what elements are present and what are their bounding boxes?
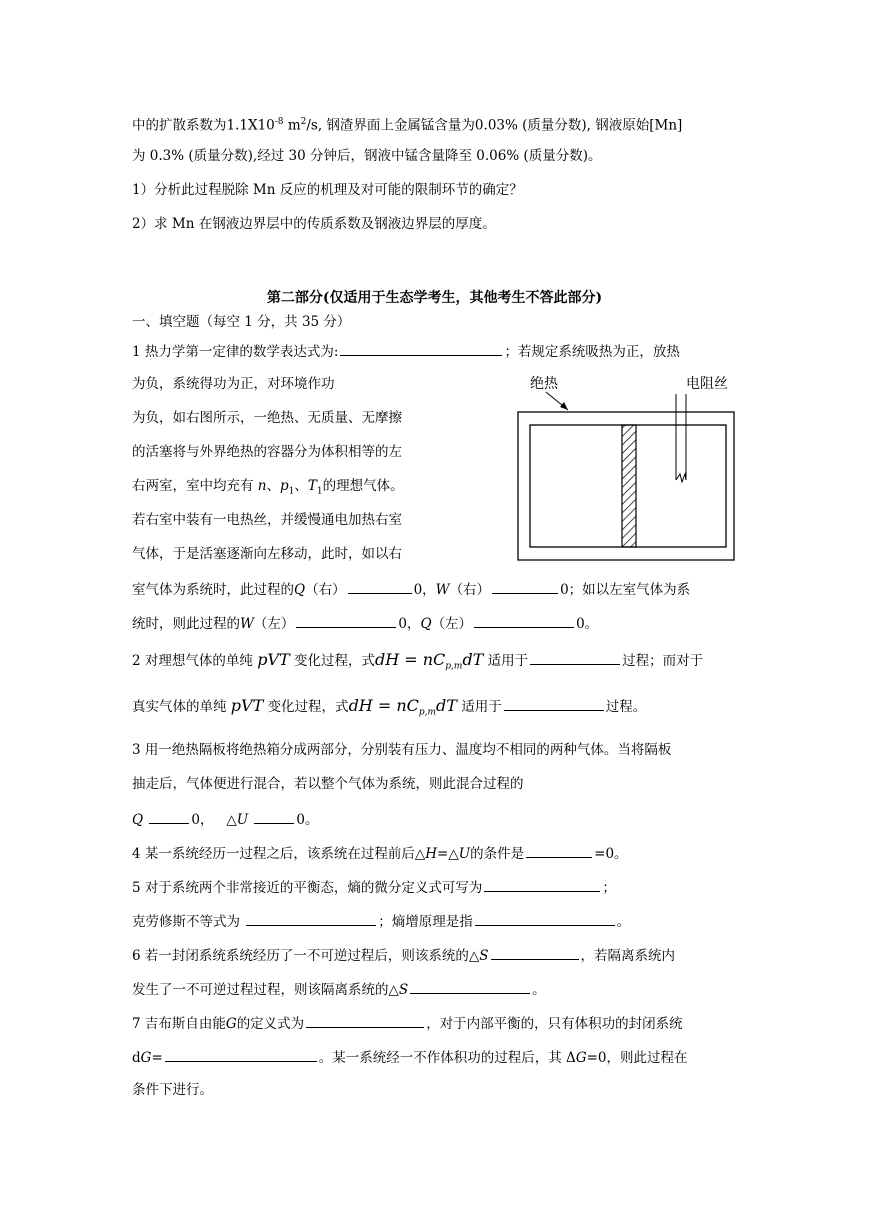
answer-blank[interactable] bbox=[340, 341, 502, 356]
subscript: p,m bbox=[418, 707, 437, 718]
text: 适用于 bbox=[487, 653, 529, 669]
text: 发生了一不可逆过程过程，则该隔离系统的△ bbox=[132, 982, 399, 998]
answer-blank[interactable] bbox=[246, 911, 376, 926]
item-1-line-5 bbox=[132, 477, 404, 501]
answer-blank[interactable] bbox=[526, 843, 592, 858]
text: 统时，则此过程的 bbox=[132, 616, 240, 632]
text: =△ bbox=[437, 846, 459, 862]
answer-blank[interactable] bbox=[491, 945, 579, 960]
item-1-line-7: 气体，于是活塞逐渐向左移动，此时，如以右 bbox=[132, 546, 402, 562]
text: 适用于 bbox=[461, 699, 502, 715]
item-1-line-8 bbox=[132, 579, 690, 599]
item-4-line-1 bbox=[132, 843, 628, 863]
formula: dT bbox=[436, 696, 457, 715]
item-1-line-4: 的活塞将与外界绝热的容器分为体积相等的左 bbox=[132, 444, 402, 460]
text: = bbox=[151, 1050, 163, 1066]
text: 1 热力学第一定律的数学表达式为: bbox=[132, 344, 339, 360]
text: 4 某一系统经历一过程之后，该系统在过程前后△ bbox=[132, 846, 426, 862]
symbol-g: G bbox=[575, 1050, 587, 1066]
symbol-s: S bbox=[479, 948, 489, 964]
item-1-line-6: 若右室中装有一电热丝，并缓慢通电加热右室 bbox=[132, 512, 402, 528]
item-1-line-1 bbox=[132, 341, 680, 361]
answer-blank[interactable] bbox=[504, 696, 604, 711]
text: /s, 钢渣界面上金属锰含量为0.03% (质量分数), 钢液原始[Mn] bbox=[306, 117, 683, 134]
symbol-q: Q bbox=[132, 812, 144, 828]
text: 0， bbox=[398, 616, 421, 632]
heating-coil-icon bbox=[676, 474, 686, 482]
text: ，对于内部平衡的，只有体积功的封闭系统 bbox=[426, 1016, 683, 1032]
formula: dH = nC bbox=[348, 696, 419, 715]
formula-pvt: pVT bbox=[230, 696, 264, 715]
symbol-s: S bbox=[398, 982, 409, 998]
text: 0。 bbox=[296, 812, 319, 828]
intro-question-1: 1）分析此过程脱除 Mn 反应的机理及对可能的限制环节的确定？ bbox=[132, 182, 523, 198]
text: 0， bbox=[413, 582, 436, 598]
answer-blank[interactable] bbox=[306, 1013, 424, 1028]
subscript: p,m bbox=[445, 661, 463, 672]
text: ；若规定系统吸热为正，放热 bbox=[504, 344, 680, 360]
symbol-t: T bbox=[307, 478, 317, 494]
text: 的理想气体。 bbox=[322, 478, 404, 494]
text: 真实气体的单纯 bbox=[132, 699, 227, 715]
answer-blank[interactable] bbox=[474, 613, 574, 628]
formula-pvt: pVT bbox=[257, 650, 290, 669]
answer-blank[interactable] bbox=[475, 911, 615, 926]
answer-blank[interactable] bbox=[530, 650, 620, 665]
text: 6 若一封闭系统系统经历了一不可逆过程后，则该系统的△ bbox=[132, 948, 480, 964]
subscript: 1 bbox=[316, 486, 323, 497]
text: ，若隔离系统内 bbox=[580, 948, 676, 964]
text: ； bbox=[602, 880, 616, 896]
section-title: 一、填空题（每空 1 分，共 35 分） bbox=[132, 314, 351, 330]
text: （右） bbox=[305, 582, 346, 598]
answer-blank[interactable] bbox=[296, 613, 396, 628]
answer-blank[interactable] bbox=[149, 809, 189, 824]
item-6-line-2 bbox=[132, 979, 546, 999]
answer-blank[interactable] bbox=[165, 1047, 317, 1062]
item-1-line-9 bbox=[132, 613, 598, 633]
text: 过程。 bbox=[605, 699, 647, 715]
text: 克劳修斯不等式为 bbox=[132, 914, 240, 930]
text: 室气体为系统时，此过程的 bbox=[132, 582, 294, 598]
text: 5 对于系统两个非常接近的平衡态，熵的微分定义式可写为 bbox=[132, 880, 483, 896]
text: 的定义式为 bbox=[236, 1016, 305, 1032]
answer-blank[interactable] bbox=[410, 979, 530, 994]
item-6-line-1 bbox=[132, 945, 675, 965]
text: 0；如以左室气体为系 bbox=[560, 582, 691, 598]
symbol-u: U bbox=[458, 846, 471, 862]
text: 变化过程，式 bbox=[293, 653, 375, 669]
intro-question-2: 2）求 Mn 在钢液边界层中的传质系数及钢液边界层的厚度。 bbox=[132, 216, 496, 232]
text: 2 对理想气体的单纯 bbox=[132, 653, 253, 669]
piston-container-figure bbox=[510, 370, 740, 566]
text: （左） bbox=[253, 616, 295, 632]
piston bbox=[622, 425, 636, 547]
answer-blank[interactable] bbox=[254, 809, 294, 824]
text: 的条件是 bbox=[470, 846, 525, 862]
text: 0， bbox=[191, 812, 214, 828]
superscript: -8 bbox=[274, 117, 284, 127]
answer-blank[interactable] bbox=[348, 579, 412, 594]
text: 。 bbox=[616, 914, 631, 930]
symbol-g: G bbox=[225, 1016, 237, 1032]
text: 、 bbox=[294, 478, 308, 494]
answer-blank[interactable] bbox=[492, 579, 558, 594]
item-3-line-1: 3 用一绝热隔板将绝热箱分成两部分，分别装有压力、温度均不相同的两种气体。当将隔板 bbox=[132, 742, 672, 758]
symbol-w: W bbox=[240, 616, 254, 632]
text: （右） bbox=[449, 582, 491, 598]
item-5-line-1 bbox=[132, 877, 616, 897]
item-2-line-2 bbox=[132, 696, 646, 722]
symbol-delta-u: △U bbox=[226, 812, 249, 828]
text: （左） bbox=[431, 616, 473, 632]
item-2-line-1 bbox=[132, 650, 703, 676]
formula: dH = nC bbox=[374, 650, 446, 669]
formula: dT bbox=[462, 650, 484, 669]
part2-heading: 第二部分(仅适用于生态学考生，其他考生不答此部分) bbox=[266, 290, 603, 306]
text: =0，则此过程在 bbox=[586, 1050, 688, 1066]
symbol-g: G bbox=[140, 1050, 152, 1066]
text: 。某一系统经一不作体积功的过程后，其 Δ bbox=[318, 1050, 576, 1066]
text: 。 bbox=[532, 982, 546, 998]
item-1-line-3: 为负，如右图所示，一绝热、无质量、无摩擦 bbox=[132, 410, 402, 426]
symbol-w: W bbox=[435, 582, 450, 598]
symbol-p: p bbox=[280, 478, 289, 494]
text: =0。 bbox=[594, 846, 628, 862]
item-7-line-2 bbox=[132, 1047, 688, 1067]
intro-line-1 bbox=[132, 113, 682, 135]
intro-line-2: 为 0.3% (质量分数),经过 30 分钟后，钢液中锰含量降至 0.06% (质量分数)。 bbox=[132, 148, 602, 164]
arrow-head-icon bbox=[560, 402, 568, 410]
item-3-line-3 bbox=[132, 809, 319, 829]
symbol-n: n bbox=[257, 478, 267, 494]
symbol-q: Q bbox=[294, 582, 306, 598]
label-insulated: 绝热 bbox=[530, 376, 558, 392]
symbol-q: Q bbox=[420, 616, 432, 632]
symbol-h: H bbox=[425, 846, 438, 862]
text: 0。 bbox=[576, 616, 599, 632]
text: 、 bbox=[266, 478, 280, 494]
text: 中的扩散系数为1.1X10 bbox=[132, 117, 275, 134]
label-resistance-wire: 电阻丝 bbox=[686, 376, 728, 392]
item-7-line-3: 条件下进行。 bbox=[132, 1082, 213, 1098]
text: 变化过程，式 bbox=[267, 699, 349, 715]
item-1-line-2: 为负，系统得功为正，对环境作功 bbox=[132, 376, 335, 392]
item-7-line-1 bbox=[132, 1013, 683, 1033]
item-5-line-2 bbox=[132, 911, 630, 931]
item-3-line-2: 抽走后，气体便进行混合，若以整个气体为系统，则此混合过程的 bbox=[132, 776, 524, 792]
subscript: 1 bbox=[288, 486, 295, 497]
text: 过程；而对于 bbox=[622, 653, 704, 669]
text: 7 吉布斯自由能 bbox=[132, 1016, 226, 1032]
text: m bbox=[283, 117, 301, 134]
text: 右两室，室中均充有 bbox=[132, 478, 254, 494]
text: d bbox=[132, 1050, 141, 1066]
answer-blank[interactable] bbox=[484, 877, 600, 892]
text: ；熵增原理是指 bbox=[378, 914, 473, 930]
superscript: 2 bbox=[300, 117, 307, 127]
